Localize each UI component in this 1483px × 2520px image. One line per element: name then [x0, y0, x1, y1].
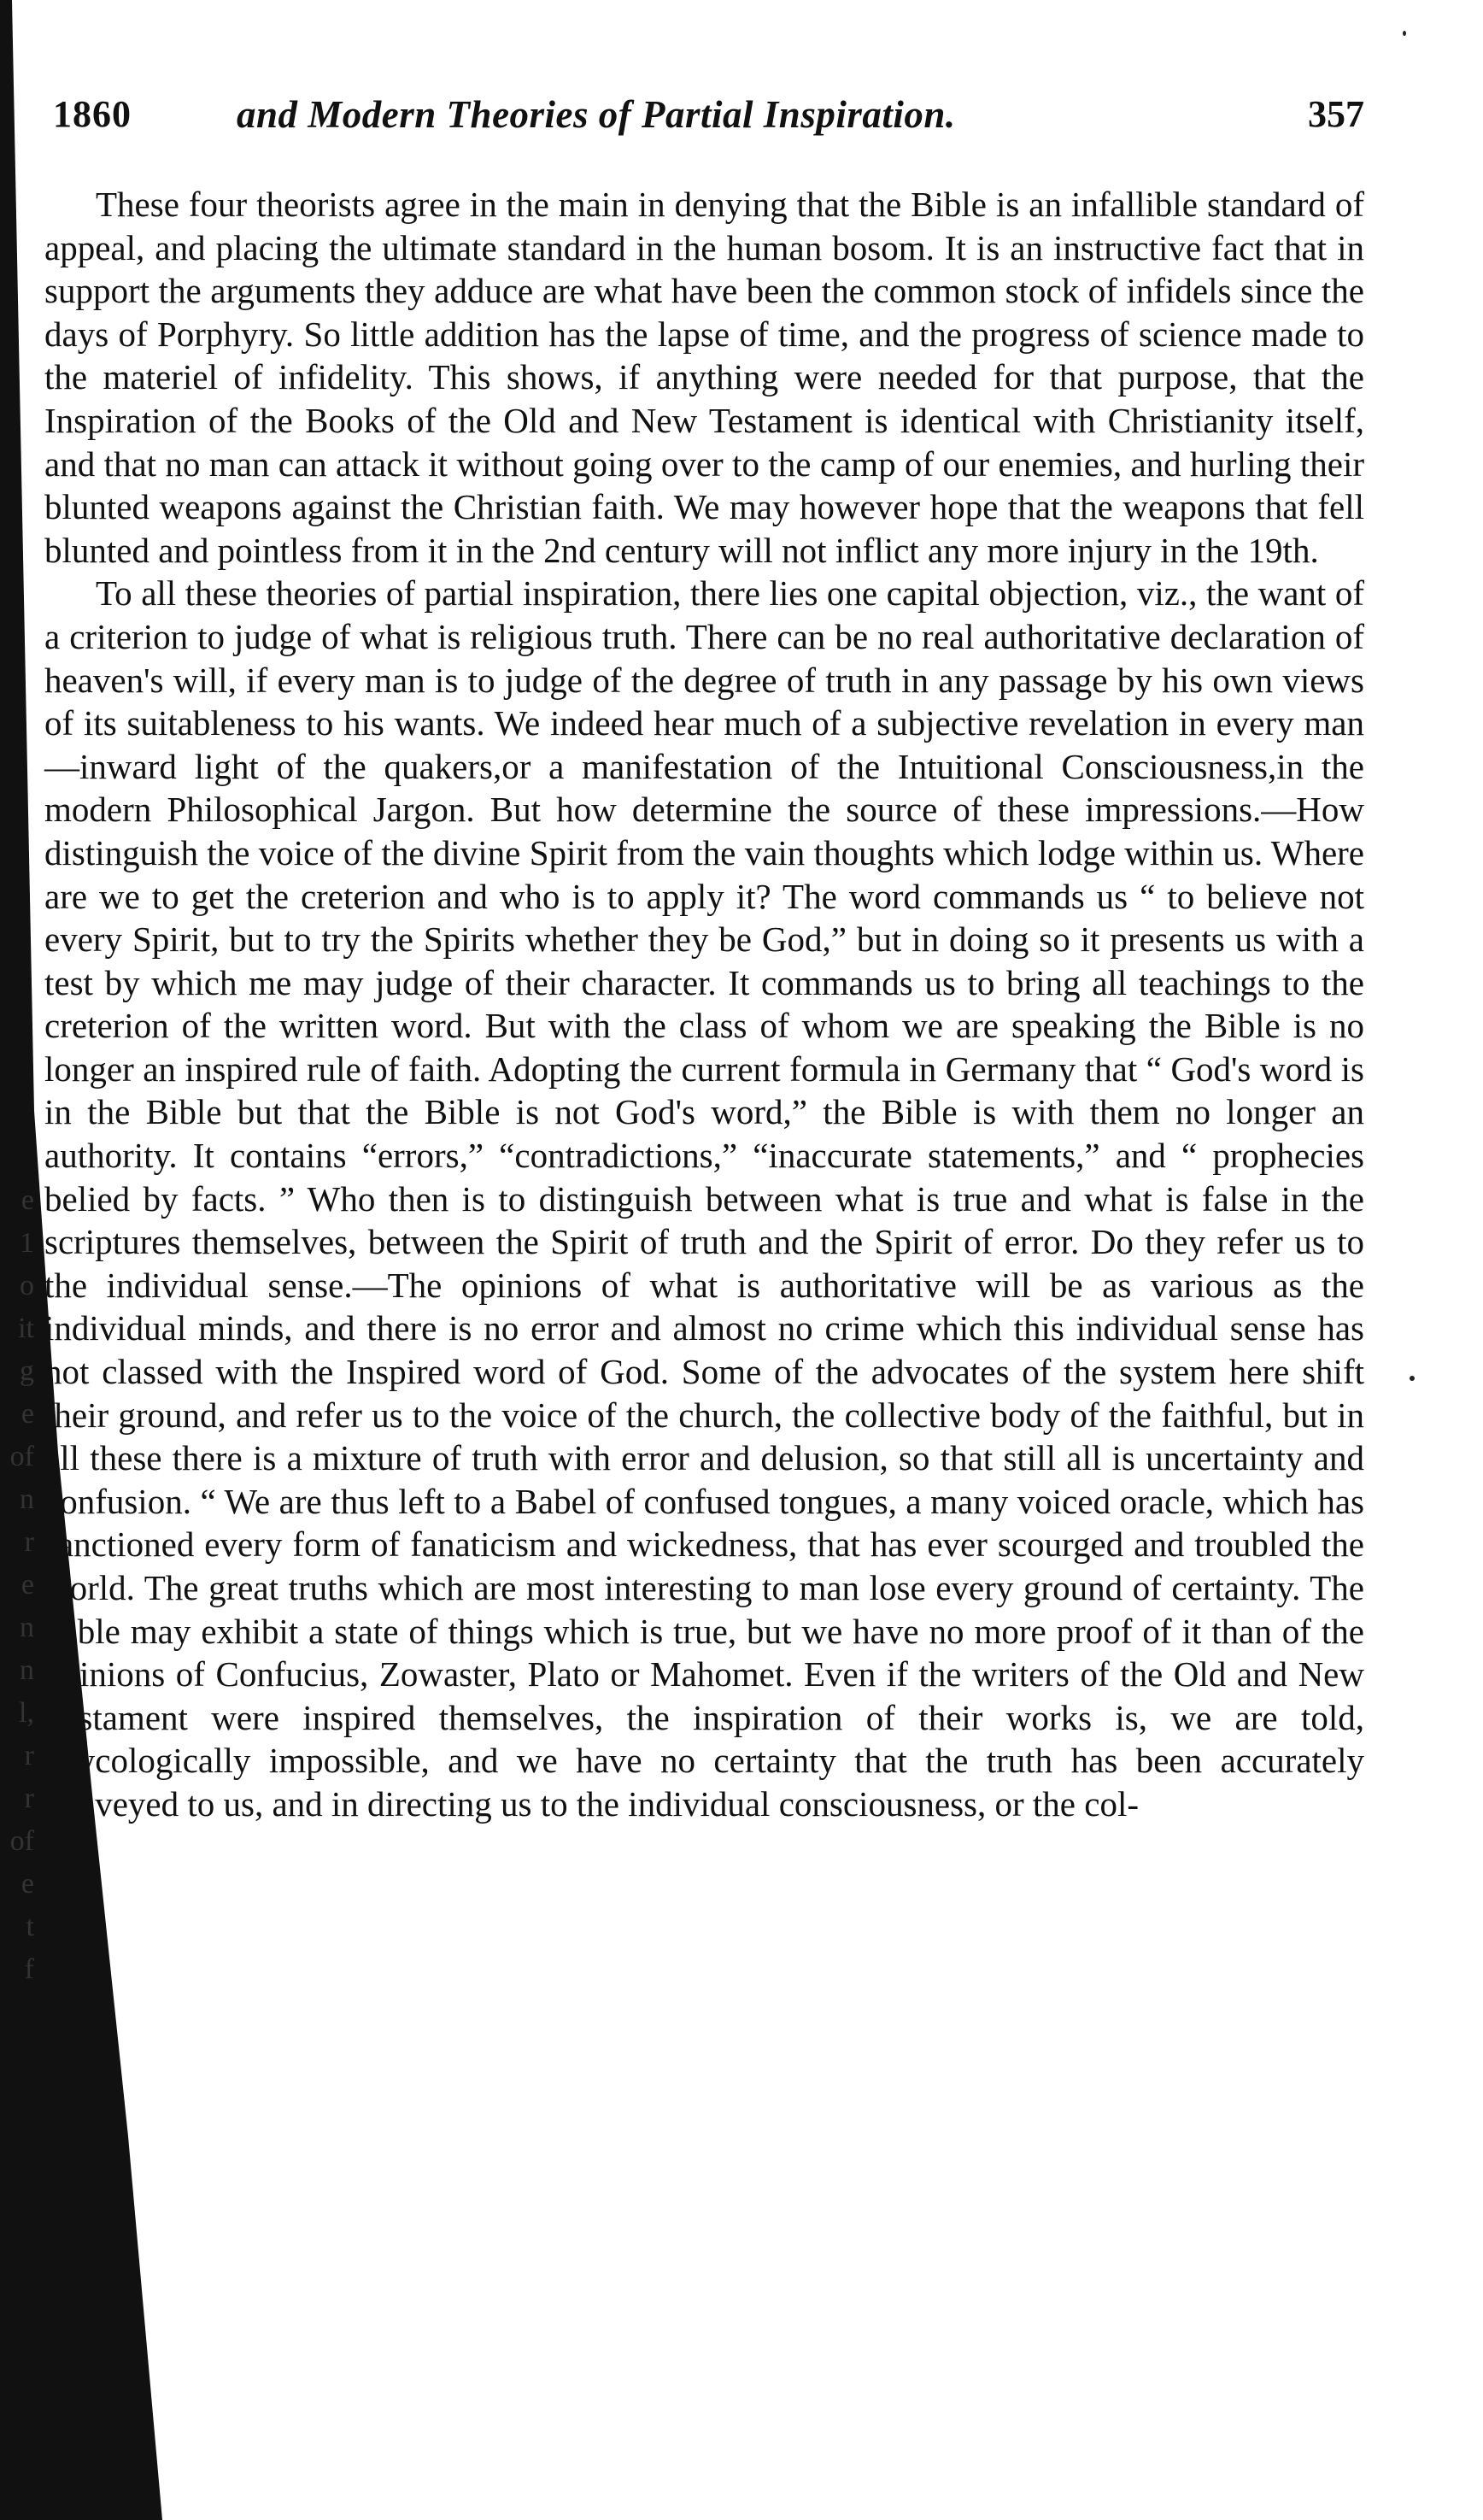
- margin-fragment: f: [24, 1953, 34, 1985]
- article-body: [44, 183, 1364, 1826]
- margin-fragment: it: [18, 1313, 34, 1344]
- margin-fragment: e: [21, 1569, 34, 1601]
- paragraph: To all these theories of partial inspiration, there lies one capital objection, viz., the want of a criterion to judge of what is religious truth. There can be no real authoritative declaration of heaven's will, if every man is to judge of the degree of truth in any passage by his own views of its suitableness to his wants. We indeed hear much of a subjective revelation in every man—inward light of the quakers,or a manifestation of the Intuitional Consciousness,in the modern Philosophical Jargon. But how determine the source of these impressions.—How distinguish the voice of the divine Spirit from the vain thoughts which lodge within us. Where are we to get the creterion and who is to apply it? The word commands us “ to believe not every Spirit, but to try the Spirits whether they be God,” but in doing so it presents us with a test by which me may judge of their character. It commands us to bring all teachings to the creterion of the written word. But with the class of whom we are speaking the Bible is no longer an inspired rule of faith. Adopting the current formula in Germany that “ God's word is in the Bible but that the Bible is not God's word,” the Bible is with them no longer an authority. It contains “errors,” “contradictions,” “inaccurate statements,” and “ prophecies belied by facts. ” Who then is to distinguish between what is true and what is false in the scriptures themselves, between the Spirit of truth and the Spirit of error. Do they refer us to the individual sense.—The opinions of what is authoritative will be as various as the individual minds, and there is no error and almost no crime which this individual sense has not classed with the Inspired word of God. Some of the advocates of the system here shift their ground, and refer us to the voice of the church, the collective body of the faithful, but in all these there is a mixture of truth with error and delusion, so that still all is uncertainty and confusion. “ We are thus left to a Babel of confused tongues, a many voiced oracle, which has sanctioned every form of fanaticism and wickedness, that has ever scourged and troubled the world. The great truths which are most interesting to man lose every ground of certainty. The Bible may exhibit a state of things which is true, but we have no more proof of it than of the opinions of Confucius, Zowaster, Plato or Mahomet. Even if the writers of the Old and New Testament were inspired themselves, the inspiration of their works is, we are told, Psycologically impossible, and we have no certainty that the truth has been accurately conveyed to us, and in directing us to the individual consciousness, or the col-: [44, 573, 1364, 1824]
- margin-fragment: n: [20, 1483, 34, 1515]
- print-speck: [1410, 1376, 1415, 1381]
- page-number: 357: [1308, 93, 1364, 135]
- margin-fragment: r: [24, 1783, 34, 1814]
- page-header: [53, 92, 1364, 144]
- margin-fragment: 1: [20, 1227, 34, 1259]
- margin-fragment: e: [21, 1868, 34, 1900]
- margin-fragment: g: [20, 1355, 34, 1387]
- margin-fragment: n: [20, 1612, 34, 1643]
- left-margin-fragments: [0, 1179, 34, 1991]
- margin-fragment: o: [20, 1270, 34, 1301]
- margin-fragment: n: [20, 1654, 34, 1686]
- margin-fragment: of: [9, 1441, 34, 1472]
- running-title: and Modern Theories of Partial Inspiration.: [237, 93, 956, 136]
- margin-fragment: e: [21, 1184, 34, 1216]
- margin-fragment: r: [24, 1740, 34, 1771]
- margin-fragment: e: [21, 1398, 34, 1430]
- margin-fragment: t: [26, 1911, 34, 1942]
- paragraph: These four theorists agree in the main in denying that the Bible is an infallible standard of appeal, and placing the ultimate standard in the human bosom. It is an instructive fact that in support the arguments they adduce are what have been the common stock of infidels since the days of Porphyry. So little addition has the lapse of time, and the progress of science made to the materiel of infidelity. This shows, if anything were needed for that purpose, that the Inspiration of the Books of the Old and New Testament is identical with Christianity itself, and that no man can attack it without going over to the camp of our enemies, and hurling their blunted weapons against the Christian faith. We may however hope that the weapons that fell blunted and pointless from it in the 2nd century will not inflict any more injury in the 19th.: [44, 185, 1364, 570]
- margin-fragment: l,: [19, 1697, 34, 1729]
- print-speck: [1403, 31, 1406, 36]
- margin-fragment: of: [9, 1825, 34, 1857]
- page-year: 1860: [53, 93, 132, 135]
- margin-fragment: r: [24, 1526, 34, 1558]
